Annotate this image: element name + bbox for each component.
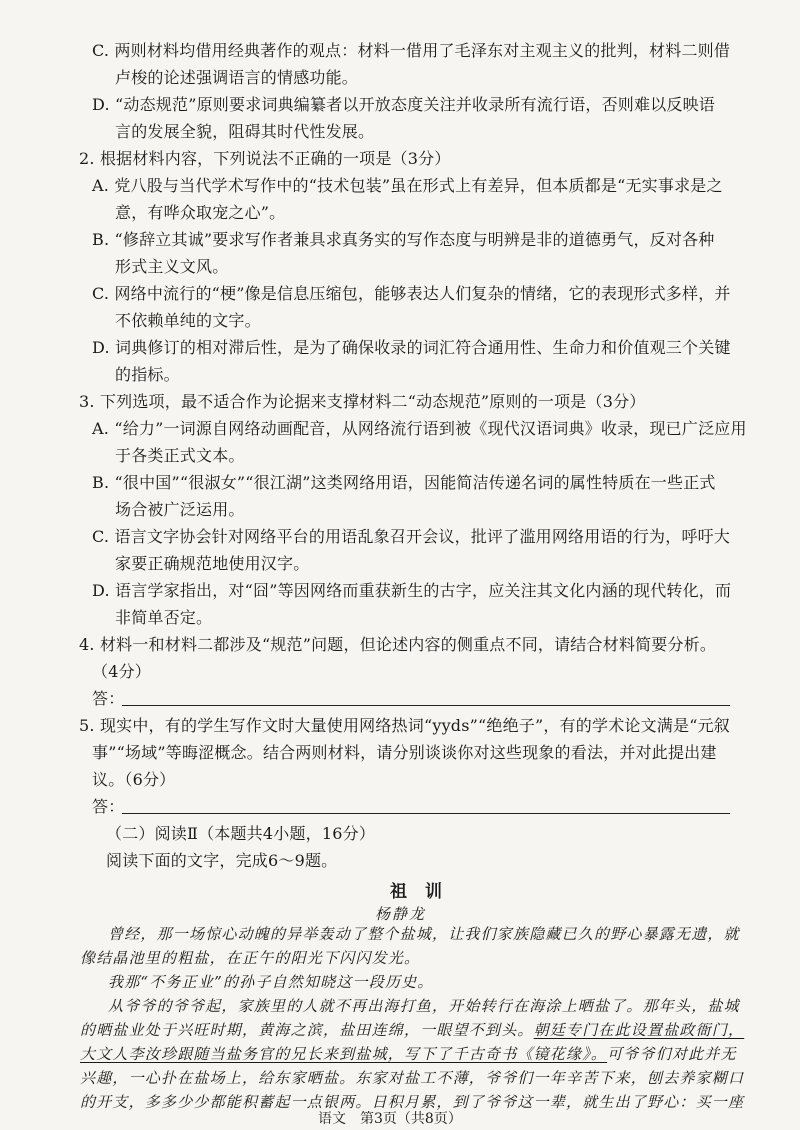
- q2-option-d-line1: D. 词典修订的相对滞后性，是为了确保收录的词汇符合通用性、生命力和价值观三个关键: [92, 338, 731, 357]
- q2-option-b-line2: 形式主义文风。: [115, 257, 229, 276]
- q3-option-c-line1: C. 语言文字协会针对网络平台的用语乱象召开会议，批评了滥用网络用语的行为，呼吁大: [92, 527, 731, 546]
- story-title: 祖训: [390, 882, 460, 902]
- story-p1-line1: 曾经，那一场惊心动魄的异举轰动了整个盐城，让我们家族隐藏已久的野心暴露无遗，就: [108, 925, 740, 943]
- story-p3-line4: 兴趣，一心扑在盐场上，给东家晒盐。东家对盐工不薄，爷爷们一年辛苦下来，刨去养家糊口: [80, 1069, 745, 1087]
- story-p3-line3: [80, 1044, 737, 1064]
- section-2-instruction: 阅读下面的文字，完成6～9题。: [106, 851, 338, 870]
- q3-option-a-line1: A. “给力”一词源自网络动画配音，从网络流行语到被《现代汉语词典》收录，现已广泛应用: [92, 419, 747, 438]
- q3-option-d-line1: D. 语言学家指出，对“囧”等因网络而重获新生的古字，应关注其文化内涵的现代转化，而: [92, 581, 732, 600]
- q4-stem-line2: （4分）: [92, 662, 151, 681]
- story-p1-line2: 像结晶池里的粗盐，在正午的阳光下闪闪发光。: [80, 949, 421, 967]
- q2-option-a-line1: A. 党八股与当代学术写作中的“技术包装”虽在形式上有差异，但本质都是“无实事求是之: [92, 176, 723, 195]
- q4-answer-field[interactable]: [122, 705, 730, 706]
- q5-answer-label: 答：: [92, 797, 125, 816]
- q2-option-a-line2: 意，有哗众取宠之心”。: [115, 203, 286, 222]
- q5-stem-line1: 5. 现实中，有的学生写作文时大量使用网络热词“yyds”“绝绝子”，有的学术论文满是“元叙: [79, 716, 730, 735]
- q5-stem-line3: 议。（6分）: [92, 770, 176, 789]
- q2-option-d-line2: 的指标。: [115, 365, 180, 384]
- q1-option-c-line1: C. 两则材料均借用经典著作的观点：材料一借用了毛泽东对主观主义的批判，材料二则借: [92, 41, 731, 60]
- q4-answer-label: 答：: [92, 689, 125, 708]
- story-p3-line2-plain: 的晒盐业处于兴旺时期，黄海之滨，盐田连绵，一眼望不到头。: [80, 1021, 534, 1039]
- q1-option-c-line2: 卢梭的论述强调语言的情感功能。: [115, 68, 359, 87]
- story-p3-line5: 的开支，多多少少都能积蓄起一点银两。日积月累，到了爷爷这一辈，就生出了野心：买一座: [80, 1093, 745, 1111]
- q3-option-b-line1: B. “很中国”“很淑女”“很江湖”这类网络用语，因能简洁传递名词的属性特质在一些正式: [92, 473, 716, 492]
- story-p3-line2-underlined: 朝廷专门在此设置盐政衙门，: [533, 1021, 745, 1039]
- section-2-heading: （二）阅读Ⅱ（本题共4小题，16分）: [106, 824, 376, 843]
- q1-option-d-line1: D. “动态规范”原则要求词典编纂者以开放态度关注并收录所有流行语，否则难以反映语: [92, 95, 715, 114]
- q5-stem-line2: 事”“场域”等晦涩概念。结合两则材料，请分别谈谈你对这些现象的看法，并对此提出建: [92, 743, 717, 762]
- q3-option-d-line2: 非简单否定。: [115, 608, 213, 627]
- q2-stem: 2. 根据材料内容，下列说法不正确的一项是（3分）: [79, 149, 451, 168]
- q3-stem: 3. 下列选项，最不适合作为论据来支撑材料二“动态规范”原则的一项是（3分）: [79, 392, 646, 411]
- q3-option-c-line2: 家要正确规范地使用汉字。: [115, 554, 310, 573]
- q3-option-b-line2: 场合被广泛运用。: [115, 500, 245, 519]
- q2-option-b-line1: B. “修辞立其诚”要求写作者兼具求真务实的写作态度与明辨是非的道德勇气，反对各种: [92, 230, 715, 249]
- q2-option-c-line2: 不依赖单纯的文字。: [115, 311, 261, 330]
- q5-answer-field[interactable]: [122, 813, 730, 814]
- story-p3-line1: 从爷爷的爷爷起，家族里的人就不再出海打鱼，开始转行在海涂上晒盐了。那年头，盐城: [108, 997, 740, 1015]
- story-author: 杨静龙: [375, 905, 427, 923]
- story-p3-line3-underlined: 大文人李汝珍跟随当盐务官的兄长来到盐城，写下了千古奇书《镜花缘》。: [80, 1045, 608, 1063]
- story-p3-line3-plain: 可爷爷们对此并无: [607, 1045, 737, 1063]
- q1-option-d-line2: 言的发展全貌，阻碍其时代性发展。: [115, 122, 375, 141]
- q3-option-a-line2: 于各类正式文本。: [115, 446, 245, 465]
- page-footer: 语文 第3页（共8页）: [318, 1111, 462, 1127]
- q4-stem-line1: 4. 材料一和材料二都涉及“规范”问题，但论述内容的侧重点不同，请结合材料简要分析。: [79, 635, 717, 654]
- q2-option-c-line1: C. 网络中流行的“梗”像是信息压缩包，能够表达人们复杂的情绪，它的表现形式多样，并: [92, 284, 731, 303]
- story-p3-line2: [80, 1020, 744, 1040]
- story-p2: 我那“不务正业”的孙子自然知晓这一段历史。: [108, 973, 434, 991]
